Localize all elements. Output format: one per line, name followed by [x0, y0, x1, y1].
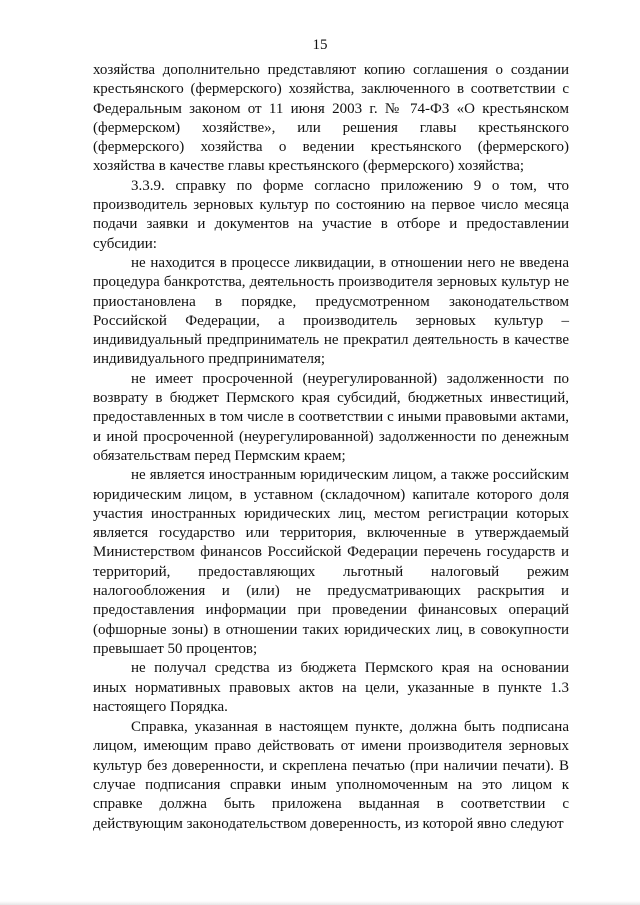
scan-bottom-edge — [0, 901, 640, 905]
page-number: 15 — [312, 37, 328, 53]
paragraph-item-3-3-9: 3.3.9. справку по форме согласно приложению 9 о том, что производитель зерновых культур по состоянию на первое число месяца подачи заявки и документов на участие в отборе и предоставлении субсидии: — [93, 177, 569, 252]
paragraph-signature-requirement: Справка, указанная в настоящем пункте, должна быть подписана лицом, имеющим право действовать от имени производителя зерновых культур без доверенности, и скреплена печатью (при наличии печати). В случае подписания справки иным уполномоченным на это лицом к справке должна быть приложена выданная в соответствии с действующим законодательством доверенность, из которой явно следуют — [93, 719, 569, 832]
paragraph-farm-agreement: хозяйства дополнительно представляют копию соглашения о создании крестьянского (фермерского) хозяйства, заключенного в соответствии с Федеральным законом от 11 июня 2003 г. № 74-ФЗ «О крестьянском (фермерском) хозяйстве», или решения главы крестьянского (фермерского) хозяйства о ведении крестьянского (фермерского) хозяйства в качестве главы крестьянского (фермерского) хозяйства; — [93, 62, 569, 175]
paragraph-no-other-budget-funds: не получал средства из бюджета Пермского края на основании иных нормативных правовых актов на цели, указанные в пункте 1.3 настоящего Порядка. — [93, 660, 569, 715]
paragraph-not-liquidated: не находится в процессе ликвидации, в отношении него не введена процедура банкротства, деятельность производителя зерновых культур не приостановлена в порядке, предусмотренном законодательством Российской Федерации, а производитель зерновых культур – индивидуальный предприниматель не прекратил деятельность в качестве индивидуального предпринимателя; — [93, 254, 569, 368]
document-body — [93, 61, 569, 834]
paragraph-not-foreign-entity: не является иностранным юридическим лицом, а также российским юридическим лицом, в уставном (складочном) капитале которого доля участия иностранных юридических лиц, местом регистрации которых является государство или территория, включенные в утверждаемый Министерством финансов Российской Федерации перечень государств и территорий, предоставляющих льготный налоговый режим налогообложения и (или) не предусматривающих раскрытия и предоставления информации при проведении финансовых операций (офшорные зоны) в отношении таких юридических лиц, в совокупности превышает 50 процентов; — [93, 467, 569, 657]
paragraph-no-overdue-debt: не имеет просроченной (неурегулированной) задолженности по возврату в бюджет Пермского края субсидий, бюджетных инвестиций, предоставленных в том числе в соответствии с иными правовыми актами, и иной просроченной (неурегулированной) задолженности по денежным обязательствам перед Пермским краем; — [93, 370, 569, 464]
